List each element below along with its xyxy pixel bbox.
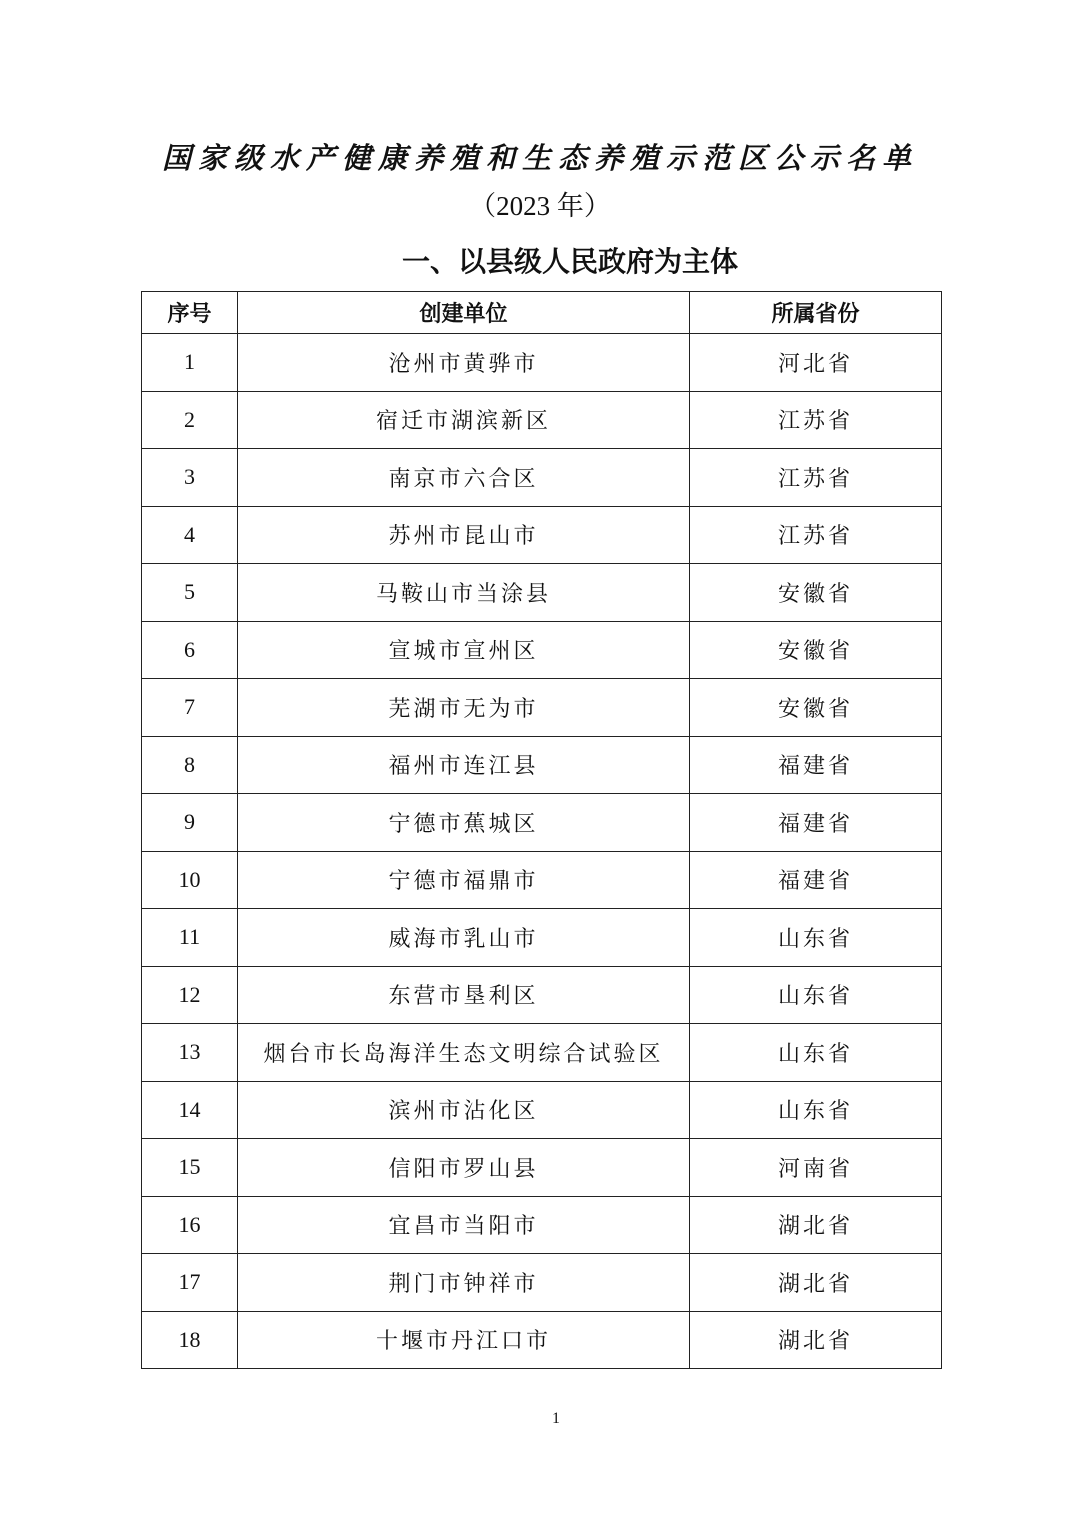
table-row (142, 564, 942, 622)
cell-province: 湖北省 (690, 1311, 942, 1369)
cell-province: 江苏省 (690, 506, 942, 564)
cell-unit: 宜昌市当阳市 (238, 1196, 690, 1254)
table-row (142, 1311, 942, 1369)
table-row (142, 909, 942, 967)
document-title: 国家级水产健康养殖和生态养殖示范区公示名单 (161, 141, 918, 175)
table-row (142, 449, 942, 507)
cell-province: 山东省 (690, 909, 942, 967)
section-heading: 一、以县级人民政府为主体 (401, 245, 738, 278)
cell-unit: 苏州市昆山市 (238, 506, 690, 564)
table-row (142, 1196, 942, 1254)
demonstration-zone-table (141, 291, 942, 1369)
cell-number: 15 (142, 1139, 238, 1197)
column-header-unit: 创建单位 (238, 292, 690, 334)
table-row (142, 334, 942, 392)
cell-number: 5 (142, 564, 238, 622)
document-year: （2023 年） (469, 191, 611, 221)
cell-number: 17 (142, 1254, 238, 1312)
cell-number: 8 (142, 736, 238, 794)
cell-number: 9 (142, 794, 238, 852)
cell-unit: 荆门市钟祥市 (238, 1254, 690, 1312)
cell-number: 4 (142, 506, 238, 564)
cell-province: 湖北省 (690, 1196, 942, 1254)
cell-unit: 东营市垦利区 (238, 966, 690, 1024)
table-row (142, 1081, 942, 1139)
cell-unit: 宁德市蕉城区 (238, 794, 690, 852)
column-header-number: 序号 (142, 292, 238, 334)
table-row (142, 506, 942, 564)
cell-unit: 宁德市福鼎市 (238, 851, 690, 909)
cell-province: 山东省 (690, 1024, 942, 1082)
cell-number: 11 (142, 909, 238, 967)
cell-unit: 宣城市宣州区 (238, 621, 690, 679)
table-row (142, 679, 942, 737)
cell-number: 13 (142, 1024, 238, 1082)
column-header-province: 所属省份 (690, 292, 942, 334)
cell-province: 福建省 (690, 736, 942, 794)
table-row (142, 851, 942, 909)
table-row (142, 1024, 942, 1082)
table-row (142, 966, 942, 1024)
table-row (142, 1139, 942, 1197)
cell-province: 山东省 (690, 1081, 942, 1139)
cell-unit: 滨州市沾化区 (238, 1081, 690, 1139)
cell-unit: 马鞍山市当涂县 (238, 564, 690, 622)
cell-province: 福建省 (690, 851, 942, 909)
cell-province: 河北省 (690, 334, 942, 392)
cell-number: 1 (142, 334, 238, 392)
cell-unit: 烟台市长岛海洋生态文明综合试验区 (238, 1024, 690, 1082)
cell-province: 江苏省 (690, 391, 942, 449)
cell-province: 山东省 (690, 966, 942, 1024)
cell-unit: 芜湖市无为市 (238, 679, 690, 737)
cell-number: 3 (142, 449, 238, 507)
cell-province: 河南省 (690, 1139, 942, 1197)
cell-number: 10 (142, 851, 238, 909)
cell-province: 湖北省 (690, 1254, 942, 1312)
cell-unit: 宿迁市湖滨新区 (238, 391, 690, 449)
table-row (142, 621, 942, 679)
cell-province: 安徽省 (690, 564, 942, 622)
cell-unit: 福州市连江县 (238, 736, 690, 794)
cell-unit: 威海市乳山市 (238, 909, 690, 967)
cell-province: 安徽省 (690, 679, 942, 737)
cell-unit: 信阳市罗山县 (238, 1139, 690, 1197)
cell-unit: 十堰市丹江口市 (238, 1311, 690, 1369)
cell-number: 2 (142, 391, 238, 449)
cell-unit: 沧州市黄骅市 (238, 334, 690, 392)
page-number: 1 (552, 1410, 560, 1427)
cell-province: 安徽省 (690, 621, 942, 679)
table-row (142, 736, 942, 794)
cell-number: 7 (142, 679, 238, 737)
cell-number: 6 (142, 621, 238, 679)
table-body (142, 334, 942, 1369)
table-row (142, 1254, 942, 1312)
cell-number: 16 (142, 1196, 238, 1254)
table-header-row (142, 292, 942, 334)
cell-number: 18 (142, 1311, 238, 1369)
cell-province: 江苏省 (690, 449, 942, 507)
cell-number: 12 (142, 966, 238, 1024)
table-row (142, 391, 942, 449)
cell-number: 14 (142, 1081, 238, 1139)
table-row (142, 794, 942, 852)
cell-unit: 南京市六合区 (238, 449, 690, 507)
cell-province: 福建省 (690, 794, 942, 852)
